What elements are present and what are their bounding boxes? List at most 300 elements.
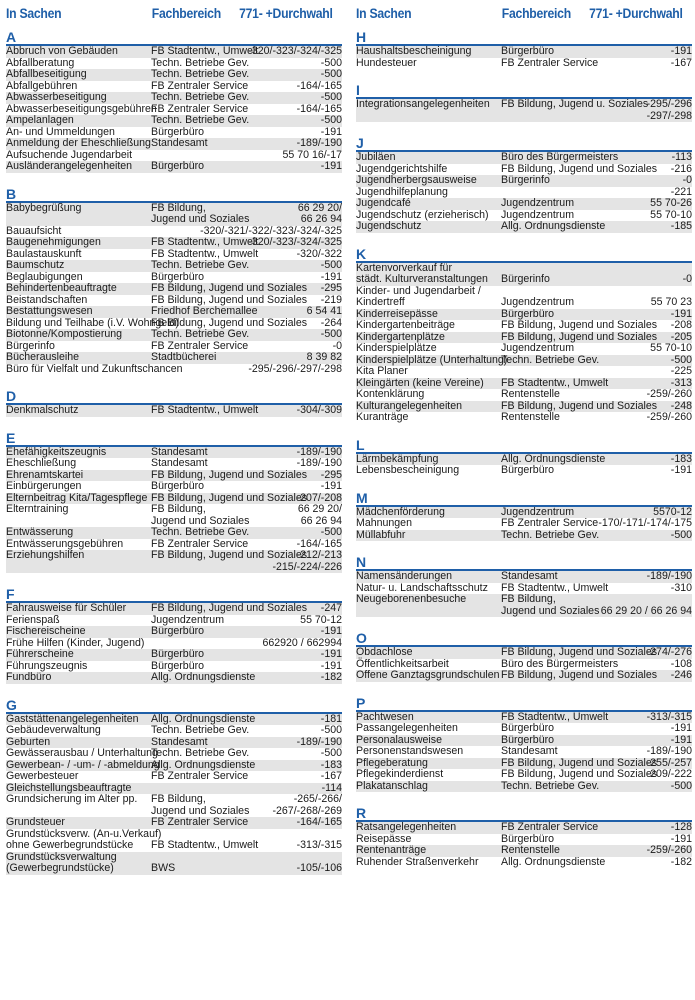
section-list xyxy=(6,26,342,875)
entry-department: Bürgerbüro xyxy=(501,464,554,476)
entry-subject: Gewerbean- / -um- / -abmeldung xyxy=(6,758,160,771)
entry-extension: -500 xyxy=(320,526,342,538)
entry-extension: -191 xyxy=(320,648,342,660)
entry-list xyxy=(356,152,692,233)
entry-department: Jugend und Soziales xyxy=(501,604,600,617)
entry-subject: Pflegekinderdienst xyxy=(356,768,444,780)
entry-subject: Einbürgerungen xyxy=(6,480,82,492)
entry-department: Jugendzentrum xyxy=(501,208,575,221)
entry-row xyxy=(6,352,342,364)
entry-row xyxy=(6,840,342,852)
section-letter: N xyxy=(356,551,692,571)
section-gap xyxy=(356,122,692,132)
entry-extension: 5570-12 xyxy=(653,505,692,518)
entry-subject: Kartenvorverkauf für xyxy=(356,261,452,274)
entry-row xyxy=(6,260,342,272)
entry-subject: Baugenehmigungen xyxy=(6,236,101,248)
entry-row xyxy=(6,405,342,417)
entry-department: Rentenstelle xyxy=(501,411,560,423)
entry-subject: Pachtwesen xyxy=(356,710,414,723)
entry-subject: Kindertreff xyxy=(356,296,405,308)
entry-extension: -267/-268/-269 xyxy=(272,804,342,817)
entry-list xyxy=(6,603,342,684)
entry-extension: -191 xyxy=(670,722,692,734)
section-j xyxy=(356,122,692,233)
entry-extension: -182 xyxy=(320,671,342,683)
entry-extension: -295/-296/-297/-298 xyxy=(248,362,342,375)
entry-extension: -295/-296 xyxy=(646,98,692,110)
entry-row xyxy=(6,138,342,150)
entry-extension: -191 xyxy=(670,832,692,845)
entry-department: Bürgerinfo xyxy=(501,273,550,285)
entry-row xyxy=(6,69,342,81)
entry-extension: -247 xyxy=(320,602,342,614)
entry-department: FB Stadtentw., Umwelt xyxy=(501,376,609,389)
entry-row xyxy=(356,389,692,401)
entry-department: FB Zentraler Service xyxy=(151,79,249,92)
entry-department: FB Bildung, Jugend und Soziales xyxy=(501,669,658,681)
entry-extension: -191 xyxy=(670,307,692,320)
entry-subject: Grundsteuer xyxy=(6,816,65,828)
entry-subject: Plakatanschlag xyxy=(356,779,428,792)
entry-department: FB Bildung, Jugend und Soziales xyxy=(151,549,308,561)
entry-department: FB Zentraler Service xyxy=(501,56,599,69)
entry-extension: -108 xyxy=(670,657,692,670)
header-durchwahl: 771- +Durchwahl xyxy=(239,6,333,21)
section-p xyxy=(356,682,692,793)
entry-row xyxy=(6,748,342,760)
entry-extension: -259/-260 xyxy=(646,411,692,423)
entry-department: BWS xyxy=(151,862,176,874)
entry-subject: Jugendcafé xyxy=(356,197,411,209)
entry-department: Jugend und Soziales xyxy=(151,514,250,527)
entry-subject: Kindergartenplätze xyxy=(356,330,445,343)
entry-extension: -183 xyxy=(320,758,342,771)
section-e xyxy=(6,417,342,574)
entry-department: FB Bildung, Jugend und Soziales xyxy=(501,756,658,769)
entry-subject: Offene Ganztagsgrundschulen xyxy=(356,669,500,681)
entry-row xyxy=(356,343,692,355)
entry-subject: Gebäudeverwaltung xyxy=(6,724,101,736)
entry-row xyxy=(356,769,692,781)
entry-subject: Fundbüro xyxy=(6,671,52,683)
entry-extension: 662920 / 662994 xyxy=(262,636,342,649)
entry-extension: -313/-315 xyxy=(296,839,342,851)
entry-subject: Kinderspielplätze (Unterhaltung) xyxy=(356,353,508,366)
entry-subject: Grundstücksverw. (An-u.Verkauf) xyxy=(6,827,162,840)
entry-department: FB Zentraler Service xyxy=(151,770,249,782)
entry-row xyxy=(6,771,342,783)
entry-extension: -114 xyxy=(321,781,342,794)
entry-row xyxy=(356,822,692,834)
entry-extension: 66 26 94 xyxy=(300,213,342,225)
entry-extension: -209/-222 xyxy=(646,768,692,780)
column-header xyxy=(6,0,333,26)
entry-extension: -264 xyxy=(320,316,342,329)
entry-department: FB Bildung, Jugend und Soziales xyxy=(151,602,308,614)
entry-department: FB Bildung, xyxy=(151,793,206,805)
entry-extension: -500 xyxy=(320,56,342,69)
entry-extension: -185 xyxy=(670,220,692,232)
entry-department: FB Zentraler Service xyxy=(501,517,599,529)
entry-subject: Lebensbescheinigung xyxy=(356,464,460,476)
entry-list xyxy=(356,263,692,424)
entry-row xyxy=(356,111,692,123)
entry-subject: (Gewerbegrundstücke) xyxy=(6,862,114,874)
entry-subject: Entwässerung xyxy=(6,526,74,538)
entry-department: Techn. Betriebe Gev. xyxy=(151,68,250,80)
entry-subject: Personalausweise xyxy=(356,733,442,746)
entry-row xyxy=(356,845,692,857)
entry-subject: Kinder- und Jugendarbeit / xyxy=(356,284,481,297)
section-list xyxy=(356,26,692,868)
entry-subject: Kulturangelegenheiten xyxy=(356,399,463,412)
entry-department: Techn. Betriebe Gev. xyxy=(151,91,250,103)
entry-department: Standesamt xyxy=(501,570,558,582)
entry-subject: Ampelanlagen xyxy=(6,114,74,126)
entry-row xyxy=(356,594,692,606)
entry-department: Standesamt xyxy=(501,745,558,757)
entry-department: FB Stadtentw., Umwelt xyxy=(151,45,259,57)
entry-department: FB Bildung, Jugend und Soziales xyxy=(501,162,658,175)
entry-department: FB Stadtentw., Umwelt xyxy=(151,404,259,416)
entry-row xyxy=(6,603,342,615)
entry-extension: -189/-190 xyxy=(646,745,692,757)
entry-subject: Grundstücksverwaltung xyxy=(6,850,117,863)
entry-subject: Aufsuchende Jugendarbeit xyxy=(6,148,133,161)
entry-row xyxy=(356,320,692,332)
entry-subject: Jugendherbergsausweise xyxy=(356,174,477,186)
entry-extension: -320/-323/-324/-325 xyxy=(248,45,342,57)
entry-list xyxy=(356,46,692,69)
entry-row xyxy=(6,237,342,249)
entry-row xyxy=(6,527,342,539)
entry-extension: -274/-276 xyxy=(646,646,692,658)
entry-subject: Kindergartenbeiträge xyxy=(356,319,455,331)
entry-row xyxy=(356,366,692,378)
entry-extension: -500 xyxy=(320,747,342,759)
entry-department: FB Stadtentw., Umwelt xyxy=(151,236,259,248)
entry-row xyxy=(6,562,342,574)
entry-subject: Abfallbeseitigung xyxy=(6,68,87,80)
entry-department: FB Zentraler Service xyxy=(151,339,249,352)
entry-extension: -216 xyxy=(670,162,692,175)
entry-row xyxy=(6,364,342,376)
entry-subject: Elternbeitrag Kita/Tagespflege xyxy=(6,491,148,504)
entry-row xyxy=(6,283,342,295)
entry-row xyxy=(6,92,342,104)
entry-department: Techn. Betriebe Gev. xyxy=(151,114,250,126)
section-a xyxy=(6,26,342,173)
entry-row xyxy=(356,58,692,70)
entry-subject: Frühe Hilfen (Kinder, Jugend) xyxy=(6,636,145,649)
entry-subject: Behindertenbeauftragte xyxy=(6,282,117,294)
entry-subject: Ausländerangelegenheiten xyxy=(6,160,133,172)
entry-subject: Bürgerinfo xyxy=(6,339,55,352)
entry-extension: -320/-322 xyxy=(296,247,342,260)
entry-subject: Lärmbekämpfung xyxy=(356,452,439,465)
entry-department: Jugendzentrum xyxy=(501,296,575,308)
entry-extension: -191 xyxy=(320,125,342,138)
entry-list xyxy=(356,571,692,617)
entry-subject: Fischereischeine xyxy=(6,625,86,637)
entry-row xyxy=(356,274,692,286)
entry-subject: Entwässerungsgebühren xyxy=(6,537,124,550)
section-letter: O xyxy=(356,627,692,647)
entry-department: Standesamt xyxy=(151,445,208,458)
entry-list xyxy=(356,99,692,122)
entry-row xyxy=(356,857,692,869)
entry-row xyxy=(356,781,692,793)
header-in-sachen: In Sachen xyxy=(6,6,62,21)
entry-subject: Gaststättenangelegenheiten xyxy=(6,712,139,725)
entry-subject: Führerscheine xyxy=(6,648,74,660)
entry-extension: 6 54 41 xyxy=(306,305,342,317)
entry-extension: 66 29 20/ xyxy=(297,503,342,515)
entry-extension: -191 xyxy=(670,464,692,476)
directory-column-right xyxy=(356,0,692,868)
entry-extension: -500 xyxy=(320,91,342,103)
entry-department: FB Stadtentw., Umwelt xyxy=(501,581,609,594)
entry-extension: 66 29 20/ xyxy=(297,201,342,214)
entry-extension: -182 xyxy=(670,855,692,868)
entry-extension: -189/-190 xyxy=(646,570,692,582)
entry-department: Techn. Betriebe Gev. xyxy=(151,328,250,340)
entry-extension: -191 xyxy=(320,270,342,283)
entry-extension: -208 xyxy=(670,319,692,331)
entry-subject: Bestattungswesen xyxy=(6,305,93,317)
entry-subject: Personenstandswesen xyxy=(356,745,464,757)
entry-department: Techn. Betriebe Gev. xyxy=(501,779,600,792)
entry-extension: -500 xyxy=(670,779,692,792)
entry-subject: Gewerbesteuer xyxy=(6,770,79,782)
entry-department: Bürgerbüro xyxy=(151,125,204,138)
entry-department: Allg. Ordnungsdienste xyxy=(501,855,606,868)
entry-extension: -164/-165 xyxy=(296,79,342,92)
entry-row xyxy=(356,175,692,187)
entry-row xyxy=(356,221,692,233)
entry-subject: Jugendgerichtshilfe xyxy=(356,162,448,175)
entry-department: Allg. Ordnungsdienste xyxy=(151,712,256,725)
entry-row xyxy=(6,504,342,516)
section-letter: L xyxy=(356,434,692,454)
section-gap xyxy=(356,617,692,627)
entry-extension: -113 xyxy=(671,151,692,163)
entry-row xyxy=(6,725,342,737)
entry-extension: -221 xyxy=(670,185,692,198)
entry-department: Bürgerbüro xyxy=(151,270,204,283)
column-header xyxy=(356,0,683,26)
entry-row xyxy=(6,481,342,493)
entry-extension: -191 xyxy=(320,659,342,672)
entry-subject: Abfallgebühren xyxy=(6,79,78,92)
entry-subject: Jugendschutz xyxy=(356,220,422,232)
entry-row xyxy=(6,306,342,318)
directory-column-left xyxy=(6,0,342,875)
entry-subject: ohne Gewerbegrundstücke xyxy=(6,839,134,851)
entry-subject: Babybegrüßung xyxy=(6,201,82,214)
entry-extension: -310 xyxy=(670,581,692,594)
entry-subject: Passangelegenheiten xyxy=(356,722,458,734)
entry-department: FB Bildung, Jugend und Soziales xyxy=(151,468,308,481)
section-gap xyxy=(6,573,342,583)
entry-extension: -212/-213 xyxy=(296,549,342,561)
entry-department: FB Bildung, xyxy=(151,503,206,515)
entry-subject: Elterntraining xyxy=(6,503,69,515)
entry-department: Allg. Ordnungsdienste xyxy=(501,220,606,232)
entry-department: Jugendzentrum xyxy=(501,342,575,354)
entry-department: Bürgerbüro xyxy=(501,45,554,57)
entry-extension: -295 xyxy=(320,282,342,294)
entry-extension: -164/-165 xyxy=(296,102,342,115)
entry-extension: -0 xyxy=(332,339,342,352)
entry-row xyxy=(6,626,342,638)
entry-extension: -181 xyxy=(320,712,342,725)
entry-extension: -500 xyxy=(670,528,692,541)
entry-extension: -248 xyxy=(670,399,692,412)
entry-department: FB Bildung, xyxy=(151,201,206,214)
section-letter: B xyxy=(6,183,342,203)
entry-department: FB Bildung, Jugend und Soziales xyxy=(151,282,308,294)
entry-row xyxy=(356,746,692,758)
entry-department: Techn. Betriebe Gev. xyxy=(501,353,600,366)
section-letter: M xyxy=(356,487,692,507)
entry-extension: 55 70 23 xyxy=(650,296,692,308)
section-gap xyxy=(356,541,692,551)
entry-list xyxy=(356,712,692,793)
entry-subject: Öffentlichkeitsarbeit xyxy=(356,657,449,670)
entry-department: FB Zentraler Service xyxy=(151,537,249,550)
entry-subject: städt. Kulturveranstaltungen xyxy=(356,273,488,285)
entry-extension: -170/-171/-174/-175 xyxy=(598,517,692,529)
section-h xyxy=(356,26,692,69)
section-k xyxy=(356,233,692,424)
entry-department: Bürgerbüro xyxy=(151,625,204,637)
entry-subject: Baumschutz xyxy=(6,259,65,271)
entry-extension: -265/-266/ xyxy=(293,793,342,805)
entry-subject: Jubiläen xyxy=(356,151,396,163)
section-letter: I xyxy=(356,79,692,99)
entry-row xyxy=(6,863,342,875)
section-letter: E xyxy=(6,427,342,447)
entry-subject: Ruhender Straßenverkehr xyxy=(356,855,479,868)
entry-list xyxy=(6,405,342,417)
entry-list xyxy=(356,647,692,682)
section-d xyxy=(6,375,342,417)
entry-row xyxy=(6,550,342,562)
entry-row xyxy=(356,647,692,659)
entry-department: Standesamt xyxy=(151,457,208,469)
entry-department: Techn. Betriebe Gev. xyxy=(501,528,600,541)
entry-extension: -215/-224/-226 xyxy=(272,560,342,573)
entry-department: FB Stadtentw., Umwelt xyxy=(501,710,609,723)
section-letter: R xyxy=(356,802,692,822)
entry-subject: Rentenanträge xyxy=(356,844,427,856)
entry-extension: -207/-208 xyxy=(296,491,342,504)
entry-department: Rentenstelle xyxy=(501,388,560,400)
entry-department: Büro des Bürgermeisters xyxy=(501,151,619,163)
entry-extension: -189/-190 xyxy=(296,735,342,748)
section-gap xyxy=(356,69,692,79)
entry-extension: -0 xyxy=(682,174,692,186)
entry-extension: -313/-315 xyxy=(646,710,692,723)
section-b xyxy=(6,173,342,376)
section-r xyxy=(356,792,692,868)
entry-extension: -259/-260 xyxy=(646,388,692,400)
entry-department: FB Bildung, Jugend und Soziales xyxy=(151,293,308,306)
entry-extension: -191 xyxy=(320,160,342,172)
entry-department: FB Zentraler Service xyxy=(151,816,249,828)
entry-row xyxy=(356,46,692,58)
entry-row xyxy=(6,817,342,829)
entry-extension: 55 70-12 xyxy=(300,613,342,626)
entry-row xyxy=(6,115,342,127)
entry-extension: -246 xyxy=(670,669,692,681)
entry-extension: -0 xyxy=(682,273,692,285)
entry-subject: Büro für Vielfalt und Zukunftschancen xyxy=(6,362,183,375)
section-letter: A xyxy=(6,26,342,46)
entry-subject: Haushaltsbescheinigung xyxy=(356,45,472,57)
entry-row xyxy=(6,329,342,341)
entry-extension: 55 70-26 xyxy=(650,197,692,209)
entry-list xyxy=(6,203,342,376)
entry-subject: Beglaubigungen xyxy=(6,270,83,283)
entry-list xyxy=(356,507,692,542)
entry-department: Bürgerbüro xyxy=(501,722,554,734)
entry-subject: Ehrenamtskartei xyxy=(6,468,84,481)
entry-extension: 66 29 20 / 66 26 94 xyxy=(600,604,692,617)
entry-extension: -320/-321/-322/-323/-324/-325 xyxy=(200,224,342,237)
entry-subject: Kuranträge xyxy=(356,411,409,423)
entry-subject: Geburten xyxy=(6,735,51,748)
entry-subject: Bildung und Teilhabe (i.V. Wohngeld) xyxy=(6,316,179,329)
entry-department: Friedhof Berchemallee xyxy=(151,305,258,317)
entry-row xyxy=(356,412,692,424)
entry-subject: Mahnungen xyxy=(356,517,412,529)
section-gap xyxy=(356,477,692,487)
entry-extension: -191 xyxy=(670,45,692,57)
entry-extension: -255/-257 xyxy=(646,756,692,769)
entry-extension: -164/-165 xyxy=(296,816,342,828)
section-m xyxy=(356,477,692,542)
section-gap xyxy=(6,684,342,694)
entry-extension: -167 xyxy=(320,770,342,782)
entry-extension: -500 xyxy=(320,724,342,736)
entry-subject: Hundesteuer xyxy=(356,56,417,69)
entry-department: FB Stadtentw., Umwelt xyxy=(151,839,259,851)
entry-department: FB Bildung, Jugend und Soziales xyxy=(501,399,658,412)
entry-extension: -500 xyxy=(320,114,342,126)
entry-extension: -189/-190 xyxy=(296,445,342,458)
entry-extension: -313 xyxy=(670,376,692,389)
entry-extension: -304/-309 xyxy=(296,404,342,416)
entry-department: Bürgerbüro xyxy=(151,659,204,672)
entry-extension: -500 xyxy=(320,68,342,80)
entry-subject: Integrationsangelegenheiten xyxy=(356,98,490,110)
entry-extension: -500 xyxy=(670,353,692,366)
section-gap xyxy=(6,417,342,427)
entry-row xyxy=(6,214,342,226)
section-letter: G xyxy=(6,694,342,714)
entry-extension: -105/-106 xyxy=(296,862,342,874)
entry-subject: Müllabfuhr xyxy=(356,528,406,541)
entry-row xyxy=(356,530,692,542)
entry-subject: Ehefähigkeitszeugnis xyxy=(6,445,107,458)
entry-row xyxy=(356,518,692,530)
entry-department: Techn. Betriebe Gev. xyxy=(151,747,250,759)
entry-extension: -128 xyxy=(670,821,692,833)
entry-row xyxy=(6,46,342,58)
